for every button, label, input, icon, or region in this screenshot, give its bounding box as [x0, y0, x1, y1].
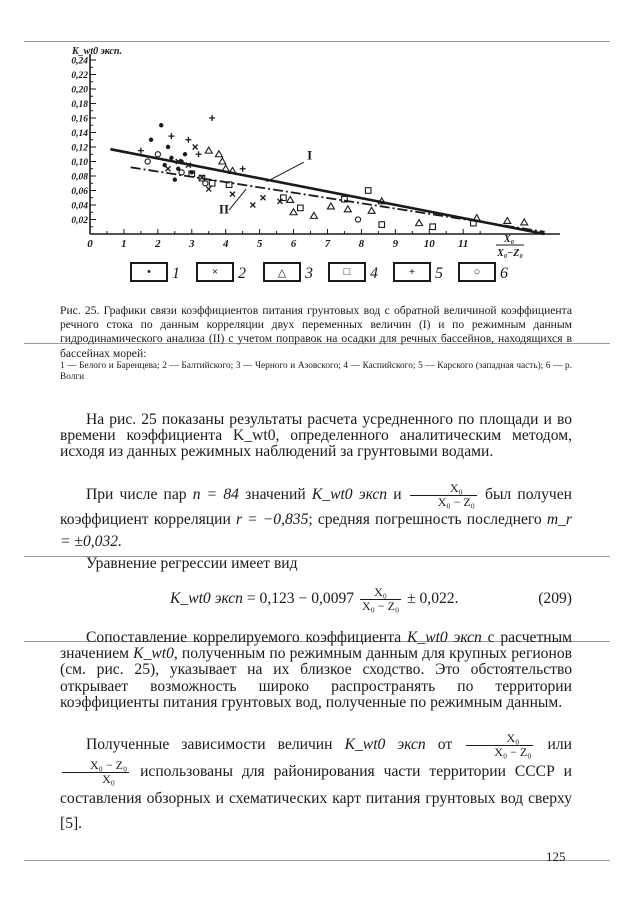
regression-line-I — [110, 149, 544, 234]
scatter-chart — [60, 42, 620, 288]
data-point-triangle — [310, 212, 317, 218]
data-point-dot — [173, 177, 177, 181]
y-tick-label: 0,10 — [71, 158, 88, 168]
data-point-triangle — [215, 151, 222, 157]
data-point-triangle — [287, 196, 294, 202]
line-label: II — [218, 201, 230, 217]
k-symbol: K_wt0 эксп — [407, 629, 482, 646]
legend-label: 5 — [435, 265, 443, 282]
legend-marker: △ — [263, 262, 301, 282]
y-tick-label: 0,06 — [71, 187, 88, 197]
fraction — [62, 759, 129, 786]
data-point-triangle — [219, 158, 226, 164]
caption-main: Рис. 25. Графики связи коэффициентов питания грунтовых вод с обратной величиной коэффициента речного стока по данным корреляции двух переменных величин (I) и по режимным данным гидродинамического анализа (II) с учетом поправок на осадки для речных бассейнов, находящихся в бассейнах морей: — [60, 304, 572, 360]
paragraph-conclusion — [60, 732, 572, 836]
y-tick-label: 0,12 — [71, 143, 88, 154]
legend-marker: □ — [328, 262, 366, 282]
text-run: , полученным по режимным данным для крупных регионов (см. рис. 25), указывает на их близкое сходство. Это обстоятельство открывает возможность широко распространять по территории коэффициенты питания грунтовых вод, полученные по режимным данным. — [60, 645, 572, 711]
equation-body — [170, 582, 459, 616]
data-point-cross — [206, 187, 211, 192]
x-tick-label: 6 — [290, 238, 297, 250]
x-tick-label: 9 — [392, 238, 399, 250]
y-tick-label: 0,02 — [71, 216, 88, 226]
data-point-cross — [230, 192, 235, 197]
equation-lhs: K_wt0 эксп — [170, 590, 243, 607]
line-label: I — [307, 147, 313, 163]
text-run: был получен коэффициент корреляции — [60, 486, 572, 528]
n-value: n = 84 — [192, 486, 239, 504]
x-tick-label: 0 — [87, 238, 93, 250]
fraction-denominator: X₀ − Z₀ — [410, 495, 477, 509]
data-point-cross — [261, 195, 266, 200]
y-tick-label: 0,14 — [71, 129, 88, 139]
figure-caption — [60, 304, 572, 384]
data-point-triangle — [504, 217, 511, 223]
data-point-circle — [355, 217, 360, 222]
fraction-numerator: X₀ — [506, 731, 520, 745]
x-tick-label: 8 — [358, 238, 365, 250]
data-point-circle — [145, 159, 150, 164]
data-point-triangle — [222, 165, 229, 171]
legend-label: 1 — [172, 265, 180, 282]
text-run: ; средняя погрешность последнего — [308, 511, 542, 528]
text-run: значений — [245, 486, 306, 504]
x-tick-label: 2 — [155, 238, 161, 250]
data-point-triangle — [344, 206, 351, 212]
k-symbol: K_wt0 — [133, 645, 174, 663]
equation-mid: = 0,123 − 0,0097 — [246, 590, 355, 607]
data-point-triangle — [521, 219, 528, 225]
paragraph-comparison — [60, 630, 572, 711]
legend-label: 2 — [238, 265, 246, 282]
paragraph-results: На рис. 25 показаны результаты расчета усредненного по площади и во времени коэффициента K_wt0, определенного аналитическим методом, исходя из данных режимных наблюдений за грунтовыми водами. — [60, 411, 572, 461]
text-run: или — [547, 736, 573, 754]
legend-marker: ○ — [458, 262, 496, 282]
data-point-triangle — [327, 203, 334, 209]
caption-notes: 1 — Белого и Баренцева; 2 — Балтийского; 3 — Черного и Азовского; 4 — Каспийского; 5 — Карского (западная часть); 6 — р. Волги — [60, 360, 572, 383]
data-point-cross — [277, 199, 282, 204]
data-point-square — [379, 222, 385, 228]
line-I-leader — [266, 162, 303, 182]
data-point-dot — [169, 156, 173, 160]
y-tick-label: 0,20 — [71, 85, 88, 96]
data-point-plus — [185, 137, 191, 143]
text-run: использованы для районирования части территории СССР и составления обзорных и схематических карт питания грунтовых вод сверху [5]. — [60, 763, 573, 832]
data-point-square — [209, 180, 215, 186]
equation-tail: ± 0,022. — [407, 590, 459, 607]
text-run: и — [393, 486, 402, 504]
data-point-triangle — [205, 147, 212, 153]
y-tick-label: 0,24 — [71, 56, 88, 67]
data-point-circle — [179, 170, 184, 175]
data-point-cross — [250, 203, 255, 208]
equation-209 — [140, 582, 572, 616]
data-point-cross — [166, 166, 171, 171]
x-tick-label: 11 — [457, 238, 469, 250]
data-point-plus — [138, 148, 144, 154]
x-tick-label: 1 — [121, 238, 127, 250]
x-tick-label: 10 — [423, 238, 435, 250]
x-tick-label: 3 — [189, 238, 195, 250]
x-tick-label: 5 — [256, 238, 263, 250]
y-tick-label: 0,16 — [71, 114, 88, 125]
x-tick-label: 4 — [222, 238, 229, 250]
data-point-triangle — [290, 209, 297, 215]
x-tick-label: 7 — [324, 238, 331, 250]
line-II-leader — [229, 189, 246, 210]
r-value: r = −0,835 — [235, 511, 309, 528]
text-run: с расчетным значением — [60, 629, 572, 663]
fraction-denominator: X₀ − Z₀ — [362, 598, 400, 613]
fraction — [410, 482, 477, 509]
data-point-square — [365, 188, 371, 194]
data-point-plus — [209, 115, 215, 121]
fraction-denominator: X₀ — [62, 772, 129, 786]
legend-marker: • — [130, 262, 168, 282]
data-point-cross — [193, 145, 198, 150]
chart-axes — [90, 54, 560, 234]
y-tick-label: 0,04 — [71, 201, 88, 212]
data-point-dot — [149, 138, 153, 142]
legend-marker: + — [393, 262, 431, 282]
page-number: 125 — [546, 849, 566, 864]
fraction-denominator: X₀ − Z₀ — [466, 745, 533, 759]
y-tick-label: 0,22 — [71, 71, 88, 81]
y-axis-label: K_wt0 эксп. — [72, 46, 122, 57]
data-points — [138, 115, 528, 230]
scan-line — [24, 860, 610, 861]
fraction-numerator: X₀ − Z₀ — [90, 758, 128, 772]
data-point-plus — [196, 151, 202, 157]
text-run: При числе пар — [86, 486, 187, 504]
legend-label: 4 — [370, 265, 378, 282]
data-point-plus — [240, 166, 246, 172]
text-run: Сопоставление коррелируемого коэффициента — [86, 629, 402, 646]
x-axis-label-numerator: X₀ — [503, 234, 515, 245]
data-point-dot — [159, 123, 163, 127]
y-tick-label: 0,18 — [71, 100, 88, 110]
k-symbol: K_wt0 эксп — [344, 736, 426, 754]
y-tick-label: 0,08 — [71, 172, 88, 183]
data-point-square — [298, 205, 304, 211]
legend-marker: × — [196, 262, 234, 282]
fraction-numerator: X₀ — [374, 584, 387, 599]
x-axis-label — [496, 234, 524, 259]
equation-fraction — [360, 586, 401, 613]
x-axis-label-denominator: X₀−Z₀ — [497, 248, 523, 259]
equation-number: (209) — [538, 590, 572, 607]
text-run: Полученные зависимости величин — [86, 736, 333, 754]
fraction-numerator: X₀ — [449, 481, 463, 495]
k-symbol: K_wt0 эксп — [311, 486, 388, 504]
data-point-dot — [166, 145, 170, 149]
text-run: от — [437, 736, 453, 754]
legend-label: 6 — [500, 265, 508, 282]
legend-label: 3 — [305, 265, 313, 282]
m-value: m_r = ±0,032. — [60, 511, 572, 550]
fraction — [466, 732, 533, 759]
data-point-circle — [203, 181, 208, 186]
paragraph-correlation — [60, 482, 572, 553]
data-point-dot — [183, 152, 187, 156]
data-point-triangle — [368, 207, 375, 213]
data-point-plus — [168, 133, 174, 139]
data-point-square — [430, 224, 436, 230]
data-point-triangle — [416, 220, 423, 226]
paragraph-regression: Уравнение регрессии имеет вид — [86, 555, 298, 572]
data-point-circle — [155, 152, 160, 157]
